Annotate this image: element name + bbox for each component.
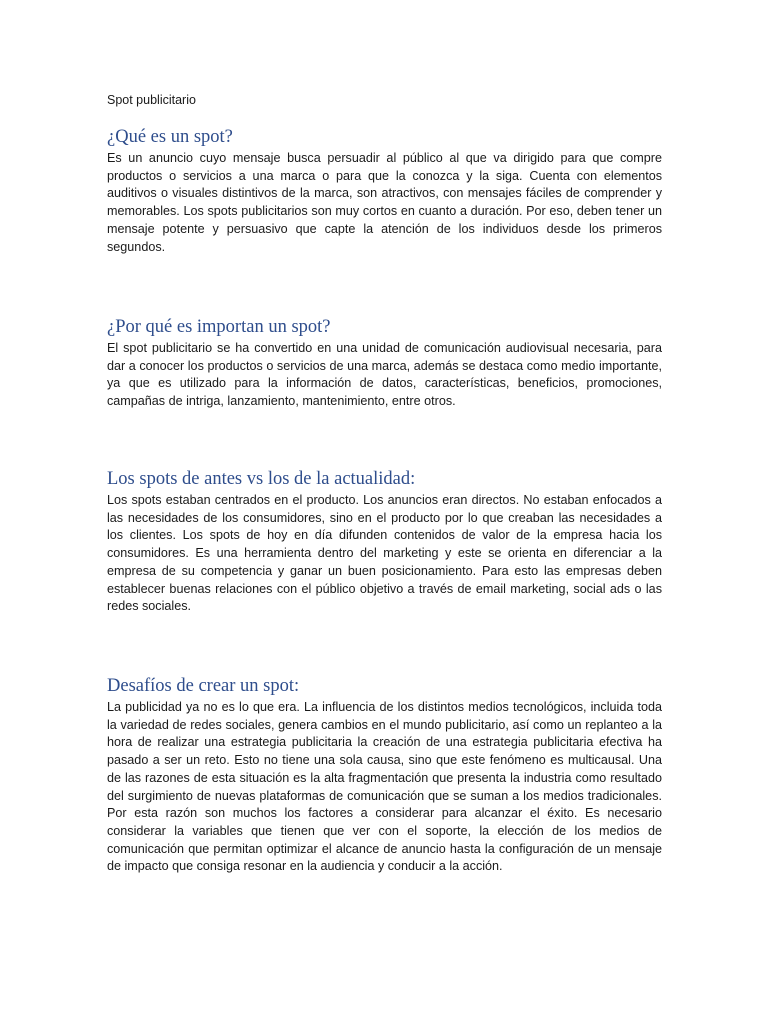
section-que-es-un-spot (107, 126, 662, 256)
section-desafios (107, 675, 662, 876)
section-body: Los spots estaban centrados en el producto. Los anuncios eran directos. No estaban enfocados a las necesidades de los consumidores, sino en el producto por lo que creaban las necesidades a los clientes. Los spots de hoy en día difunden contenidos de valor de la empresa hacia los consumidores. Es una herramienta dentro del marketing y este se orienta en diferenciar a la empresa de su competencia y ganar un buen posicionamiento. Para esto las empresas deben establecer buenas relaciones con el público objetivo a través de email marketing, social ads o las redes sociales. (107, 493, 662, 614)
section-antes-vs-actualidad (107, 468, 662, 616)
section-heading: ¿Por qué es importan un spot? (107, 317, 331, 337)
section-body: La publicidad ya no es lo que era. La influencia de los distintos medios tecnológicos, incluida toda la variedad de redes sociales, genera cambios en el mundo publicitario, así como un replanteo a la hora de realizar una estrategia publicitaria la creación de una estrategia publicitaria efectiva ha pasado a ser un reto. Esto no tiene una sola causa, sino que este fenómeno es multicausal. Una de las razones de esta situación es la alta fragmentación que presenta la industria como resultado del surgimiento de nuevas plataformas de comunicación que se suman a los medios tradicionales. Por esta razón son muchos los factores a considerar para alcanzar el éxito. Es necesario considerar la variables que tienen que ver con el soporte, la elección de los medios de comunicación que permitan optimizar el alcance de anuncio hasta la configuración de un mensaje de impacto que consiga resonar en la audiencia y conducir a la acción. (107, 700, 662, 874)
section-body: El spot publicitario se ha convertido en una unidad de comunicación audiovisual necesaria, para dar a conocer los productos o servicios de una marca, además se destaca como medio importante, ya que es utilizado para la información de datos, características, beneficios, promociones, campañas de intriga, lanzamiento, mantenimiento, entre otros. (107, 341, 662, 409)
section-heading: Los spots de antes vs los de la actualidad: (107, 469, 416, 489)
section-body: Es un anuncio cuyo mensaje busca persuadir al público al que va dirigido para que compre productos o servicios a una marca o para que la conozca y la siga. Cuenta con elementos auditivos o visuales distintivos de la marca, son atractivos, con mensajes fáciles de comprender y memorables. Los spots publicitarios son muy cortos en cuanto a duración. Por eso, deben tener un mensaje potente y persuasivo que capte la atención de los individuos desde los primeros segundos. (107, 151, 662, 254)
section-por-que-importan (107, 316, 662, 411)
document-title: Spot publicitario (107, 93, 196, 107)
section-heading: ¿Qué es un spot? (107, 127, 233, 147)
section-heading: Desafíos de crear un spot: (107, 676, 300, 696)
